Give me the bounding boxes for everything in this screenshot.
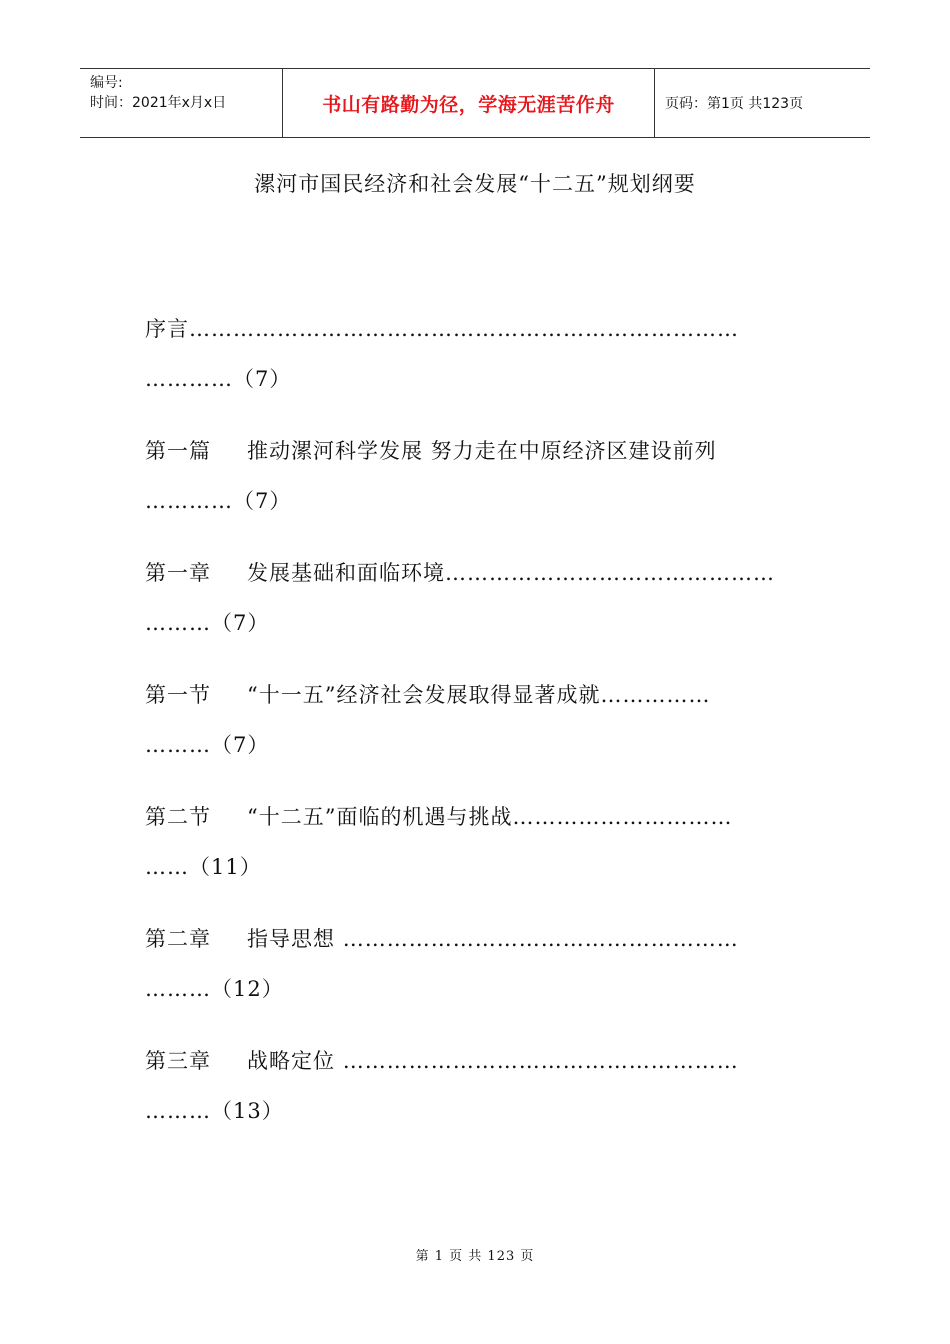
toc-heading: “十二五”面临的机遇与挑战 <box>247 805 513 829</box>
toc-page-ref: …………（7） <box>145 367 292 391</box>
toc-heading: 战略定位 <box>247 1049 343 1073</box>
toc-leader: ……………………………………………… <box>342 927 739 951</box>
toc-page-ref: ………（7） <box>145 733 270 757</box>
toc-heading: “十一五”经济社会发展取得显著成就 <box>247 683 601 707</box>
toc-label: 第一章 <box>145 561 211 585</box>
toc-heading: 推动漯河科学发展 努力走在中原经济区建设前列 <box>247 439 717 463</box>
toc-leader: ………………………… <box>512 805 733 829</box>
toc-leader: ……………………………………………… <box>342 1049 739 1073</box>
toc-leader: ………………………………………………………………… <box>189 317 739 341</box>
toc-leader: ……………………………………… <box>445 561 775 585</box>
motto-text: 书山有路勤为径，学海无涯苦作舟 <box>322 93 615 116</box>
toc-entry[interactable] <box>145 1044 805 1166</box>
toc-label: 第三章 <box>145 1049 211 1073</box>
toc-heading: 指导思想 <box>247 927 343 951</box>
toc-leader: …………… <box>600 683 711 707</box>
document-header <box>80 68 870 138</box>
toc-entry[interactable] <box>145 678 805 800</box>
toc-label: 第二章 <box>145 927 211 951</box>
toc-entry[interactable] <box>145 800 805 922</box>
toc-entry[interactable] <box>145 556 805 678</box>
toc-page-ref: …………（7） <box>145 489 292 513</box>
time-label: 时间：2021年x月x日 <box>90 95 227 111</box>
page-footer: 第 1 页 共 123 页 <box>415 1249 535 1264</box>
header-page-cell <box>655 69 870 137</box>
toc-entry[interactable] <box>145 312 805 434</box>
toc-page-ref: ………（12） <box>145 977 284 1001</box>
toc-entry[interactable] <box>145 434 805 556</box>
header-motto-cell <box>282 69 655 137</box>
document-title: 漯河市国民经济和社会发展“十二五”规划纲要 <box>254 172 696 196</box>
page-info: 页码：第1页 共123页 <box>665 96 804 112</box>
toc-label: 第一篇 <box>145 439 211 463</box>
toc-label: 序言 <box>145 317 189 341</box>
toc-label: 第一节 <box>145 683 211 707</box>
number-label: 编号: <box>90 75 123 91</box>
toc-heading: 发展基础和面临环境 <box>247 561 445 585</box>
toc-page-ref: ………（13） <box>145 1099 284 1123</box>
header-meta-cell <box>80 69 282 137</box>
toc-page-ref: ……（11） <box>145 855 262 879</box>
toc-label: 第二节 <box>145 805 211 829</box>
table-of-contents <box>145 312 805 1166</box>
toc-page-ref: ………（7） <box>145 611 270 635</box>
toc-entry[interactable] <box>145 922 805 1044</box>
